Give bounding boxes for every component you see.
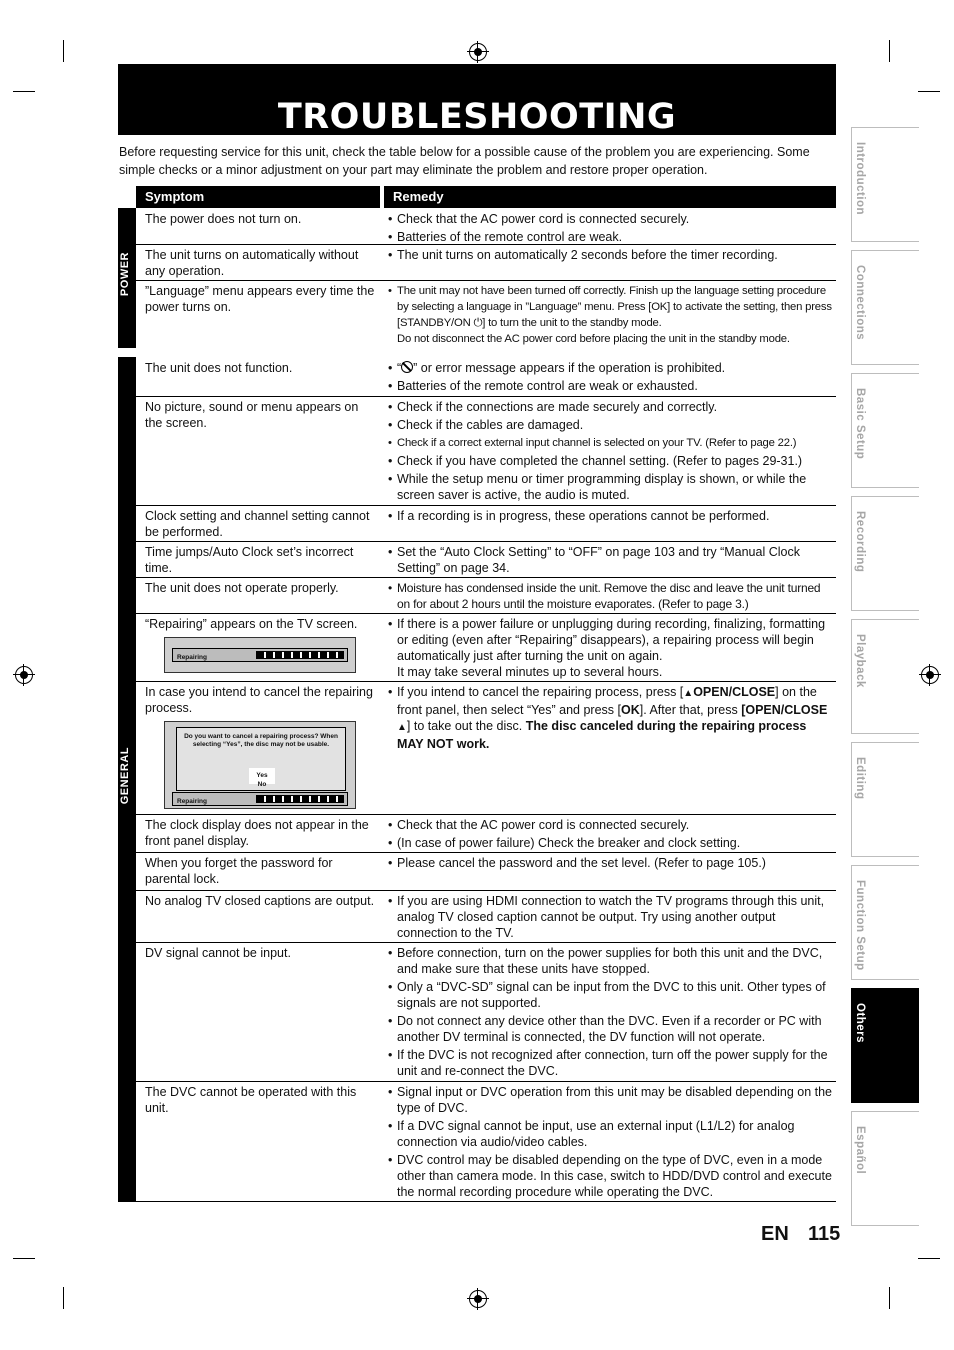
- symptom-cell: DV signal cannot be input.: [145, 946, 291, 960]
- title-bar: [118, 64, 836, 135]
- tv-screen-repairing: [164, 637, 356, 673]
- tab-connections[interactable]: [851, 250, 919, 365]
- remedy-text: ] on the front panel, then select “Yes” and press [: [397, 685, 817, 717]
- remedy-item: • Check if a correct external input channel is selected on your TV. (Refer to page 22.): [388, 435, 832, 451]
- registration-mark-right: [921, 666, 939, 684]
- progress-track: [256, 651, 344, 659]
- table-row: [136, 280, 836, 349]
- symptom-cell: When you forget the password for parental lock.: [145, 856, 333, 886]
- remedy-item: • Check if the cables are damaged.: [388, 417, 832, 433]
- group-general: [118, 357, 136, 1202]
- page-title: TROUBLESHOOTING: [277, 97, 677, 137]
- remedy-item: • Check that the AC power cord is connected securely.: [388, 211, 832, 227]
- tab-basic-setup[interactable]: [851, 373, 919, 488]
- symptom-cell: “Repairing” appears on the TV screen.: [145, 617, 358, 631]
- remedy-item: • Do not connect any device other than the DVC. Even if a recorder or PC with another DV terminal is connected, the DV function will not operate.: [388, 1013, 832, 1045]
- table-row: [136, 357, 836, 397]
- remedy-item: • DVC control may be disabled depending on the type of DVC, even in a mode other than camera mode. In this case, switch to HDD/DVD control and execute the normal recording procedure while operating the DVC.: [388, 1152, 832, 1200]
- table-row: [136, 1081, 836, 1202]
- remedy-cell: [388, 283, 832, 347]
- table-row: [136, 890, 836, 943]
- symptom-cell: The unit does not function.: [145, 361, 293, 375]
- tab-recording[interactable]: [851, 496, 919, 611]
- remedy-key: OK: [620, 703, 640, 717]
- remedy-cell: [388, 855, 832, 873]
- symptom-cell: In case you intend to cancel the repairing process.: [145, 685, 373, 715]
- remedy-text: If there is a power failure or unplugging during recording, finalizing, formatting or editing (even after “Repairing” disappears), a repairing process will begin automatically just after turning the unit on again.: [397, 617, 826, 663]
- remedy-item: • Batteries of the remote control are weak.: [388, 229, 832, 245]
- remedy-item: [388, 283, 832, 347]
- tab-label: Editing: [854, 757, 866, 800]
- header-symptom: Symptom: [145, 189, 205, 204]
- table-row: [136, 244, 836, 281]
- remedy-item: • The unit turns on automatically 2 seconds before the timer recording.: [388, 247, 832, 263]
- remedy-text: It may take several minutes up to several hours.: [397, 665, 663, 679]
- table-row: [136, 577, 836, 614]
- table-row: [136, 681, 836, 815]
- remedy-item: • Check if you have completed the channel setting. (Refer to pages 29-31.): [388, 453, 832, 469]
- tab-label: Playback: [854, 634, 866, 688]
- table-row: [136, 814, 836, 853]
- intro-text: Before requesting service for this unit, check the table below for a possible cause of the problem you are experiencing. Some simple checks or a minor adjustment on your part may eliminate the problem and restore proper operation.: [119, 145, 810, 177]
- remedy-cell: [388, 817, 832, 853]
- remedy-item: • Before connection, turn on the power supplies for both this unit and the DVC, and make sure that these units have stopped.: [388, 945, 832, 977]
- remedy-item: • If you are using HDMI connection to watch the TV programs through this unit, analog TV closed caption cannot be output. Try using another output connection to the TV.: [388, 893, 832, 941]
- tab-espanol[interactable]: [851, 1111, 919, 1226]
- remedy-item: • Check if the connections are made securely and correctly.: [388, 399, 832, 415]
- header-remedy: Remedy: [393, 189, 444, 204]
- tab-label: Basic Setup: [854, 388, 866, 460]
- remedy-item: • Only a “DVC-SD” signal can be input from the DVC to this unit. Other types of signals are not supported.: [388, 979, 832, 1011]
- prohibited-icon: [401, 361, 413, 373]
- eject-icon: ▲: [397, 722, 407, 733]
- tab-others[interactable]: [851, 988, 919, 1103]
- tv-screen-cancel-dialog: [164, 721, 356, 809]
- remedy-item: • (In case of power failure) Check the breaker and clock setting.: [388, 835, 832, 851]
- remedy-text: The unit may not have been turned off correctly. Finish up the language setting procedure by selecting a language in ”Language” menu. Press [OK] to activate the setting, then press [STANDBY/ON ⏻] to turn the unit to the standby mode.: [397, 285, 832, 329]
- remedy-text: ] to take out the disc.: [406, 719, 526, 733]
- symptom-cell: The power does not turn on.: [145, 212, 302, 226]
- remedy-text: ” or error message appears if the operation is prohibited.: [413, 361, 726, 375]
- table-header: [136, 186, 836, 208]
- repairing-label: Repairing: [177, 798, 207, 805]
- remedy-item: • Check that the AC power cord is connected securely.: [388, 817, 832, 833]
- repairing-label: Repairing: [177, 654, 207, 661]
- registration-mark-left: [15, 666, 33, 684]
- remedy-item: [388, 684, 832, 752]
- remedy-item: [388, 360, 832, 376]
- symptom-cell: Time jumps/Auto Clock set’s incorrect time.: [145, 545, 354, 575]
- remedy-item: • Set the “Auto Clock Setting” to “OFF” on page 103 and try “Manual Clock Setting” on page 34.: [388, 544, 832, 576]
- cancel-dialog: [176, 727, 346, 791]
- tab-introduction[interactable]: [851, 127, 919, 242]
- symptom-cell: No picture, sound or menu appears on the screen.: [145, 400, 359, 430]
- tab-label: Connections: [854, 265, 866, 341]
- remedy-text: If you intend to cancel the repairing process, press [: [397, 685, 684, 699]
- remedy-cell: [388, 580, 832, 614]
- language-code: EN: [761, 1223, 789, 1245]
- table-row: [136, 613, 836, 682]
- remedy-item: • Signal input or DVC operation from this unit may be disabled depending on the type of DVC.: [388, 1084, 832, 1116]
- repairing-progress-bar: [172, 792, 348, 806]
- remedy-item: [388, 616, 832, 680]
- remedy-item: • If a DVC signal cannot be input, use an external input (L1/L2) for analog connection via audio/video cables.: [388, 1118, 832, 1150]
- tab-playback[interactable]: [851, 619, 919, 734]
- remedy-cell: [388, 247, 832, 265]
- symptom-cell: The unit turns on automatically without any operation.: [145, 248, 359, 278]
- repairing-progress-bar: [172, 648, 348, 662]
- dialog-yes-option: Yes: [249, 768, 275, 784]
- progress-track: [256, 795, 344, 803]
- table-row: [136, 208, 836, 245]
- tab-label: Recording: [854, 511, 866, 573]
- remedy-text: ]. After that, press: [639, 703, 738, 717]
- remedy-key: [OPEN/CLOSE: [741, 703, 828, 717]
- remedy-cell: [388, 399, 832, 505]
- tab-label: Others: [854, 1003, 866, 1044]
- remedy-cell: [388, 360, 832, 396]
- remedy-text: Do not disconnect the AC power cord before placing the unit in the standby mode.: [397, 333, 790, 345]
- symptom-cell: ”Language” menu appears every time the power turns on.: [145, 284, 375, 314]
- table-row: [136, 942, 836, 1082]
- group-general-label: GENERAL: [119, 747, 131, 805]
- remedy-item: • Moisture has condensed inside the unit. Remove the disc and leave the unit turned on for about 2 hours until the moisture evaporates. (Refer to page 3.): [388, 580, 832, 612]
- remedy-cell: [388, 616, 832, 680]
- remedy-cell: [388, 945, 832, 1081]
- remedy-item: • Please cancel the password and the set level. (Refer to page 105.): [388, 855, 832, 871]
- symptom-cell: The DVC cannot be operated with this unit.: [145, 1085, 357, 1115]
- remedy-cell: [388, 544, 832, 578]
- symptom-cell: The clock display does not appear in the front panel display.: [145, 818, 369, 848]
- tab-label: Introduction: [854, 142, 866, 216]
- tab-function-setup[interactable]: [851, 865, 919, 980]
- registration-mark-top: [469, 43, 487, 61]
- remedy-text: “: [397, 361, 402, 375]
- remedy-item: • If a recording is in progress, these operations cannot be performed.: [388, 508, 832, 524]
- group-power-label: POWER: [119, 252, 131, 297]
- symptom-cell: Clock setting and channel setting cannot be performed.: [145, 509, 370, 539]
- remedy-cell: [388, 508, 832, 526]
- dialog-message: Do you want to cancel a repairing process? When selecting “Yes”, the disc may not be usable.: [184, 733, 338, 748]
- remedy-warning: The disc canceled during the repairing process MAY NOT work.: [397, 719, 807, 751]
- dialog-no-option: No: [257, 781, 267, 788]
- tab-editing[interactable]: [851, 742, 919, 857]
- table-row: [136, 505, 836, 542]
- remedy-item: • If the DVC is not recognized after connection, turn off the power supply for the unit and re-connect the DVC.: [388, 1047, 832, 1079]
- group-power: [118, 208, 136, 348]
- symptom-cell: No analog TV closed captions are output.: [145, 894, 375, 908]
- page-number: 115: [808, 1223, 841, 1245]
- remedy-cell: [388, 893, 832, 943]
- table-row: [136, 541, 836, 578]
- remedy-cell: [388, 211, 832, 247]
- remedy-item: • While the setup menu or timer programming display is shown, or while the screen saver is active, the audio is muted.: [388, 471, 832, 503]
- remedy-key: OPEN/CLOSE: [693, 685, 776, 699]
- symptom-cell: The unit does not operate properly.: [145, 581, 339, 595]
- tab-label: Function Setup: [854, 880, 866, 971]
- remedy-cell: [388, 1084, 832, 1202]
- tab-label: Español: [854, 1126, 866, 1175]
- table-row: [136, 852, 836, 891]
- registration-mark-bottom: [469, 1290, 487, 1308]
- table-row: [136, 396, 836, 506]
- remedy-item: • Batteries of the remote control are weak or exhausted.: [388, 378, 832, 394]
- eject-icon: ▲: [683, 688, 694, 699]
- remedy-cell: [388, 684, 832, 754]
